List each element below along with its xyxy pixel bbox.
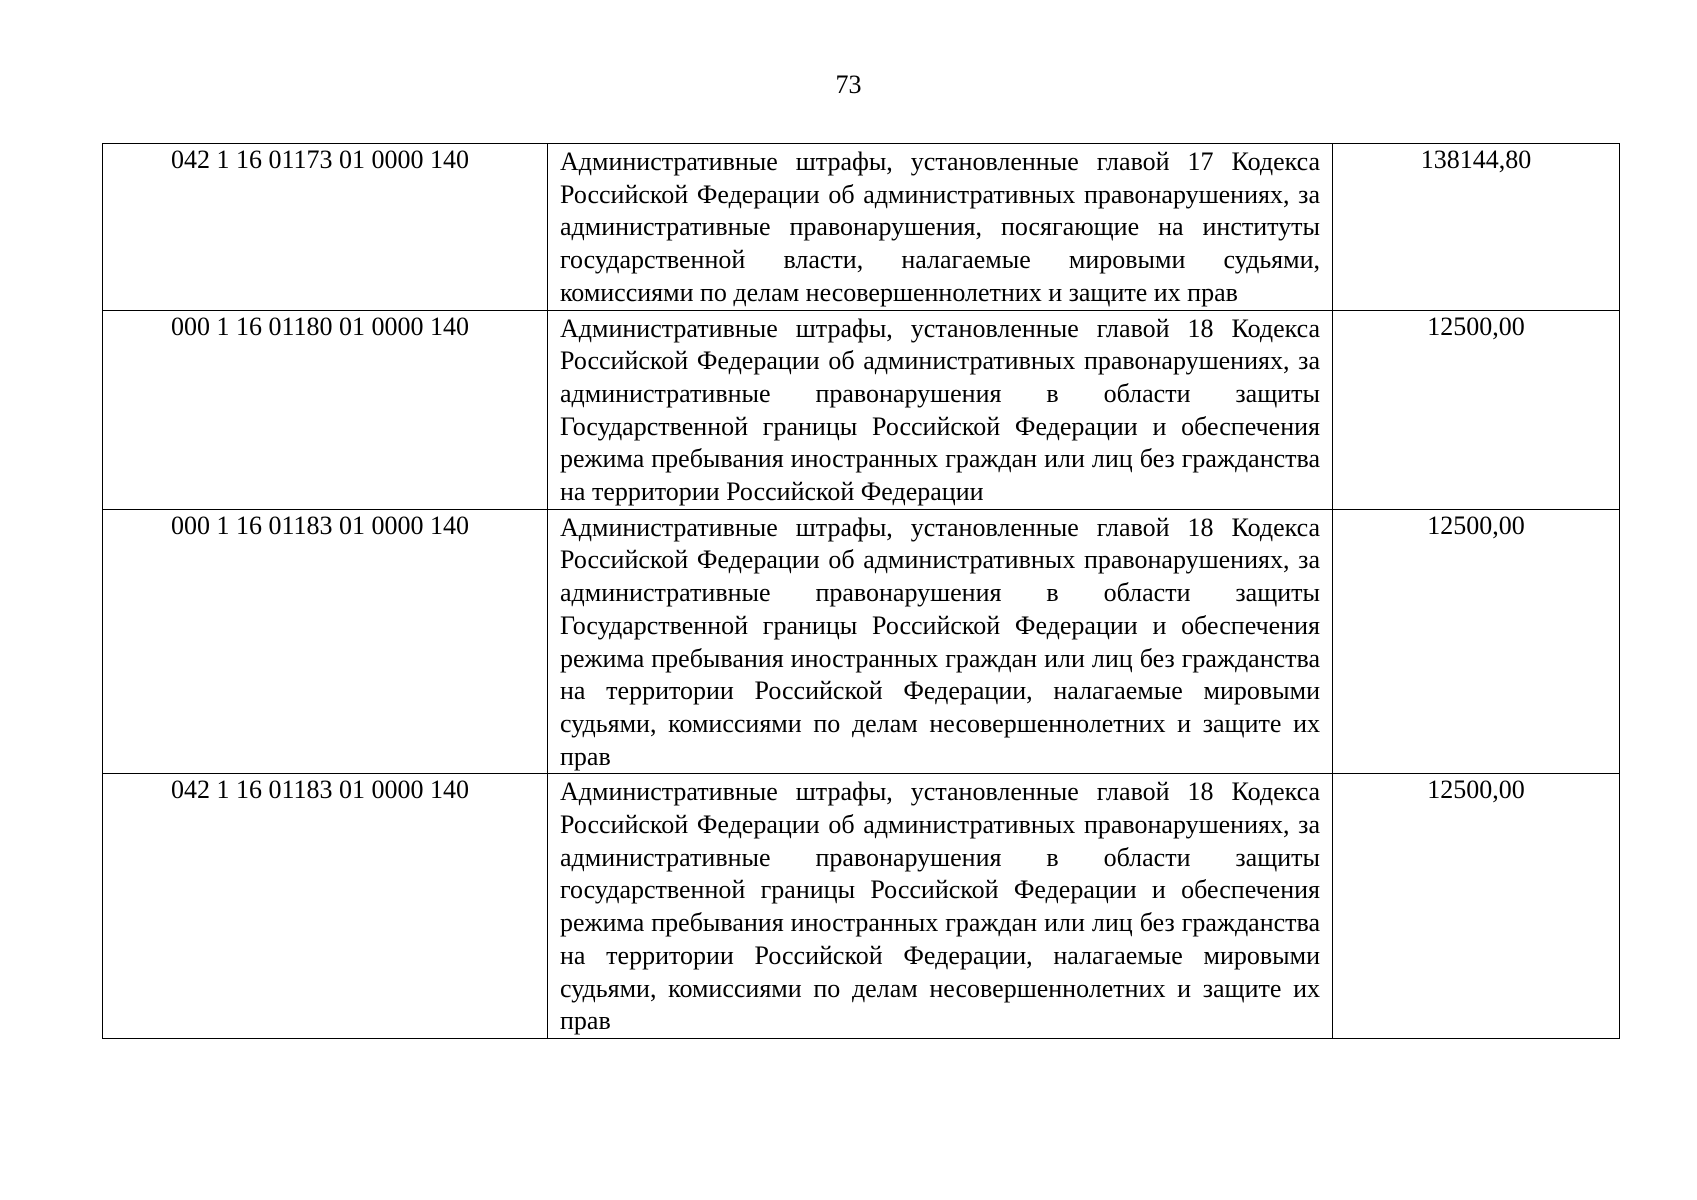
budget-code-cell — [103, 310, 548, 509]
budget-code-cell — [103, 144, 548, 311]
budget-code: 000 1 16 01183 01 0000 140 — [170, 510, 470, 540]
amount-cell — [1333, 144, 1620, 311]
amount-value: 12500,00 — [1427, 775, 1525, 805]
table-row — [103, 310, 1620, 509]
table-row — [103, 144, 1620, 311]
amount-value: 138144,80 — [1420, 145, 1532, 174]
amount-value: 12500,00 — [1427, 510, 1525, 540]
budget-code: 042 1 16 01183 01 0000 140 — [170, 775, 470, 805]
budget-code: 000 1 16 01180 01 0000 140 — [170, 311, 470, 341]
page-number: 73 — [835, 70, 862, 99]
budget-code-cell — [103, 509, 548, 774]
table-row — [103, 509, 1620, 774]
amount-cell — [1333, 774, 1620, 1039]
budget-code-cell — [103, 774, 548, 1039]
description-cell: Административные штрафы, установленные главой 17 Кодекса Российской Федерации об административных правонарушениях, за административные правонарушения, посягающие на институты государственной власти, налагаемые мировыми судьями, комиссиями по делам несовершеннолетних и защите их прав — [548, 144, 1333, 311]
description-cell: Административные штрафы, установленные главой 18 Кодекса Российской Федерации об административных правонарушениях, за административные правонарушения в области защиты Государственной границы Российской Федерации и обеспечения режима пребывания иностранных граждан или лиц без гражданства на территории Российской Федерации, налагаемые мировыми судьями, комиссиями по делам несовершеннолетних и защите их прав — [548, 509, 1333, 774]
amount-cell — [1333, 310, 1620, 509]
table-row — [103, 774, 1620, 1039]
description-cell: Административные штрафы, установленные главой 18 Кодекса Российской Федерации об административных правонарушениях, за административные правонарушения в области защиты Государственной границы Российской Федерации и обеспечения режима пребывания иностранных граждан или лиц без гражданства на территории Российской Федерации — [548, 310, 1333, 509]
description-cell: Административные штрафы, установленные главой 18 Кодекса Российской Федерации об административных правонарушениях, за административные правонарушения в области защиты государственной границы Российской Федерации и обеспечения режима пребывания иностранных граждан или лиц без гражданства на территории Российской Федерации, налагаемые мировыми судьями, комиссиями по делам несовершеннолетних и защите их прав — [548, 774, 1333, 1039]
revenue-table — [102, 143, 1620, 1039]
amount-cell — [1333, 509, 1620, 774]
budget-code: 042 1 16 01173 01 0000 140 — [170, 145, 470, 174]
amount-value: 12500,00 — [1427, 311, 1525, 341]
